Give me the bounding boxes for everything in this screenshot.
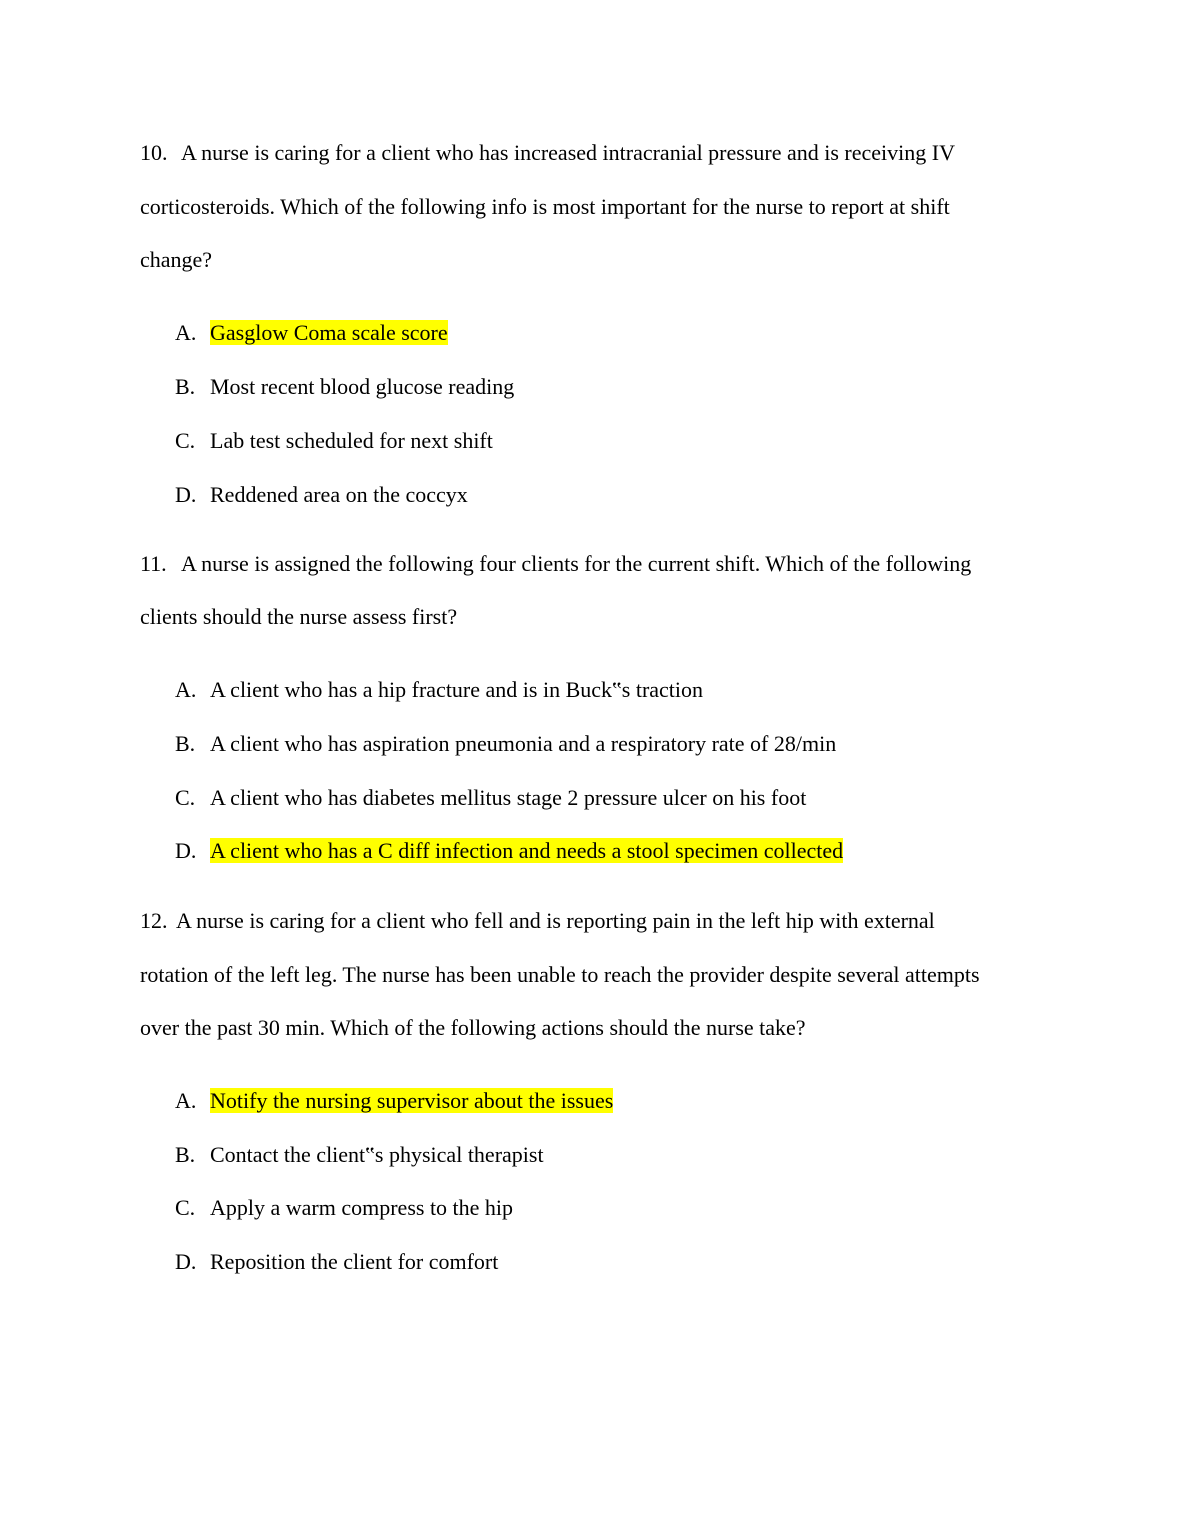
question-12-option-d	[175, 1248, 498, 1276]
option-letter: D.	[175, 1249, 197, 1274]
option-letter: D.	[175, 482, 197, 507]
option-letter: C.	[175, 785, 196, 810]
question-number: 11.	[140, 551, 167, 576]
option-text: Most recent blood glucose reading	[210, 374, 515, 399]
question-text: A nurse is assigned the following four clients for the current shift. Which of the following	[181, 551, 972, 576]
option-letter: B.	[175, 374, 196, 399]
question-10-option-d	[175, 481, 468, 509]
question-text: over the past 30 min. Which of the following actions should the nurse take?	[140, 1015, 806, 1040]
question-text: corticosteroids. Which of the following info is most important for the nurse to report at shift	[140, 194, 950, 219]
option-text-highlighted: Notify the nursing supervisor about the issues	[210, 1088, 614, 1113]
question-12-line-3	[140, 1014, 806, 1042]
option-letter: C.	[175, 428, 196, 453]
question-10-option-b	[175, 373, 514, 401]
question-11-line-2	[140, 603, 457, 631]
question-text: change?	[140, 247, 213, 272]
question-10-line-1	[140, 139, 955, 167]
question-text: clients should the nurse assess first?	[140, 604, 458, 629]
question-11-option-a	[175, 676, 703, 704]
option-letter: C.	[175, 1195, 196, 1220]
option-letter: D.	[175, 838, 197, 863]
question-10-option-c	[175, 427, 493, 455]
option-text-highlighted: A client who has a C diff infection and needs a stool specimen collected	[210, 838, 844, 863]
option-letter: B.	[175, 731, 196, 756]
option-letter: B.	[175, 1142, 196, 1167]
question-11-option-c	[175, 784, 806, 812]
option-text: A client who has a hip fracture and is in Buck‟s traction	[210, 677, 704, 702]
question-number: 10.	[140, 140, 168, 165]
option-text: Lab test scheduled for next shift	[210, 428, 493, 453]
question-10-option-a	[175, 319, 448, 347]
option-letter: A.	[175, 1088, 197, 1113]
option-text-highlighted: Gasglow Coma scale score	[210, 320, 448, 345]
question-10-line-2	[140, 193, 950, 221]
option-text: A client who has diabetes mellitus stage 2 pressure ulcer on his foot	[210, 785, 807, 810]
question-11-option-b	[175, 730, 836, 758]
question-text: rotation of the left leg. The nurse has been unable to reach the provider despite several attempts	[140, 962, 980, 987]
question-text: A nurse is caring for a client who has increased intracranial pressure and is receiving IV	[181, 140, 955, 165]
question-10-line-3	[140, 246, 212, 274]
question-12-option-b	[175, 1141, 544, 1169]
question-12-option-c	[175, 1194, 513, 1222]
question-number: 12.	[140, 908, 168, 933]
question-12-option-a	[175, 1087, 613, 1115]
option-text: Contact the client‟s physical therapist	[210, 1142, 544, 1167]
option-text: Apply a warm compress to the hip	[210, 1195, 514, 1220]
question-12-line-1	[140, 907, 935, 935]
option-letter: A.	[175, 320, 197, 345]
option-letter: A.	[175, 677, 197, 702]
option-text: A client who has aspiration pneumonia and a respiratory rate of 28/min	[210, 731, 837, 756]
question-12-line-2	[140, 961, 980, 989]
question-11-option-d	[175, 837, 843, 865]
option-text: Reposition the client for comfort	[210, 1249, 499, 1274]
question-11-line-1	[140, 550, 971, 578]
question-text: A nurse is caring for a client who fell and is reporting pain in the left hip with external	[176, 908, 935, 933]
option-text: Reddened area on the coccyx	[210, 482, 468, 507]
